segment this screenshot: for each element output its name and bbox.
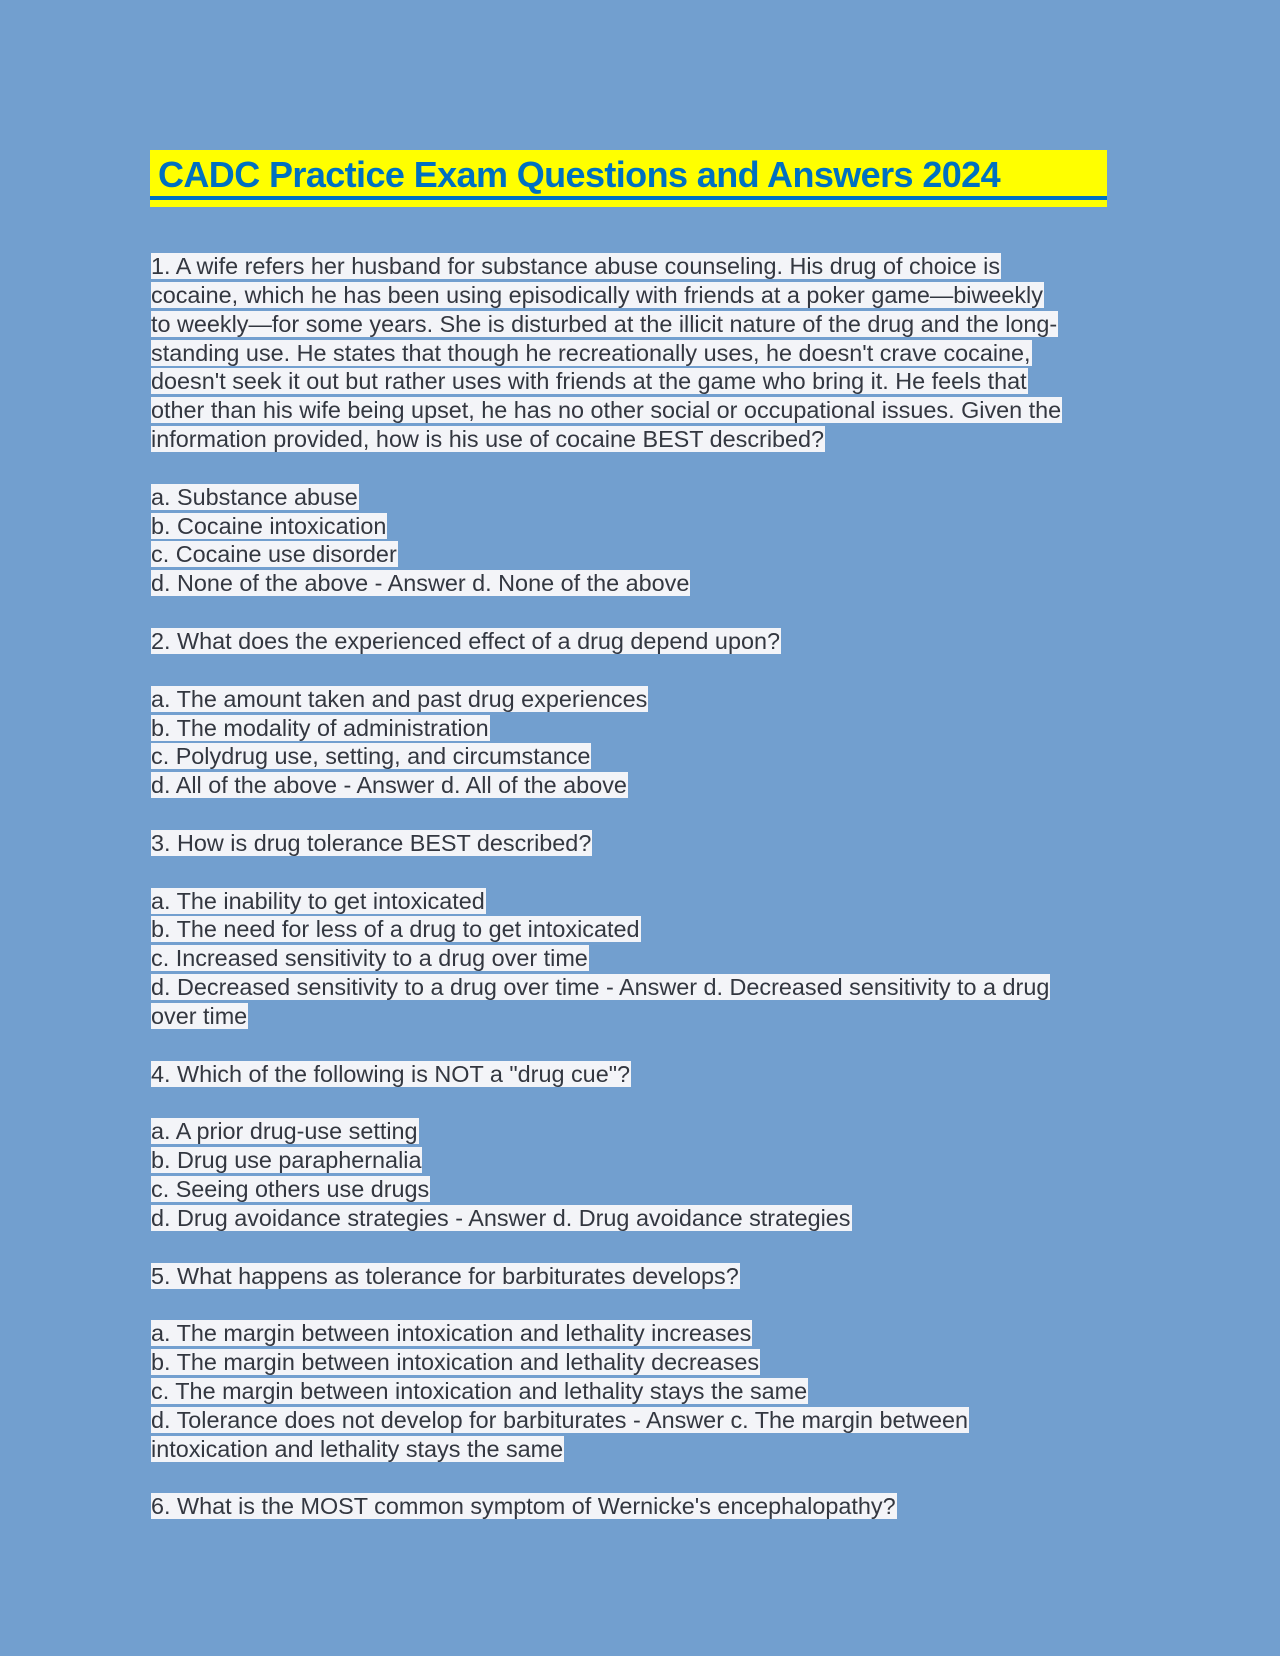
text-line <box>151 1492 1062 1521</box>
text-line-content: 3. How is drug tolerance BEST described? <box>151 829 592 856</box>
text-line <box>151 1060 1062 1089</box>
text-line-content: d. Tolerance does not develop for barbiturates - Answer c. The margin between <box>151 1406 968 1433</box>
text-line-content: 2. What does the experienced effect of a drug depend upon? <box>151 627 780 654</box>
text-line <box>151 714 1062 743</box>
text-line-content: to weekly—for some years. She is disturbed at the illicit nature of the drug and the long- <box>151 310 1058 337</box>
text-line-content: 1. A wife refers her husband for substance abuse counseling. His drug of choice is <box>151 253 1001 279</box>
text-line-content: b. The need for less of a drug to get intoxicated <box>151 916 640 943</box>
text-line <box>151 771 1062 800</box>
text-line <box>151 569 1062 598</box>
text-line-content: d. Decreased sensitivity to a drug over time - Answer d. Decreased sensitivity to a drug <box>151 974 1050 1001</box>
text-line <box>151 512 1062 541</box>
blank-line <box>151 1463 1062 1492</box>
text-line <box>151 1435 1062 1464</box>
text-line-content: c. Polydrug use, setting, and circumstance <box>151 743 591 770</box>
text-line <box>151 281 1062 310</box>
text-line <box>151 310 1062 339</box>
text-line <box>151 1117 1062 1146</box>
text-line <box>151 915 1062 944</box>
text-line <box>151 339 1062 368</box>
text-line <box>151 627 1062 656</box>
text-line-content: 6. What is the MOST common symptom of Wernicke's encephalopathy? <box>151 1493 896 1520</box>
text-line-content: d. None of the above - Answer d. None of the above <box>151 570 690 597</box>
text-line-content: b. The modality of administration <box>151 714 489 741</box>
blank-line <box>151 656 1062 685</box>
blank-line <box>151 1031 1062 1060</box>
text-line <box>151 1406 1062 1435</box>
text-line-content: c. The margin between intoxication and lethality stays the same <box>151 1377 808 1404</box>
text-line <box>151 1348 1062 1377</box>
text-line <box>151 396 1062 425</box>
text-line <box>151 944 1062 973</box>
text-line <box>151 1175 1062 1204</box>
text-line <box>151 1146 1062 1175</box>
text-line-content: information provided, how is his use of cocaine BEST described? <box>151 426 825 453</box>
text-line-content: d. Drug avoidance strategies - Answer d. Drug avoidance strategies <box>151 1204 851 1231</box>
text-line <box>151 1204 1062 1233</box>
blank-line <box>151 1290 1062 1319</box>
text-line <box>151 829 1062 858</box>
document-title: CADC Practice Exam Questions and Answers 2024 <box>158 154 1001 195</box>
text-line <box>151 742 1062 771</box>
text-line <box>151 1377 1062 1406</box>
text-line-content: intoxication and lethality stays the same <box>151 1435 564 1462</box>
text-line <box>151 887 1062 916</box>
blank-line <box>151 1088 1062 1117</box>
text-line-content: 4. Which of the following is NOT a "drug cue"? <box>151 1060 631 1087</box>
text-line-content: a. The margin between intoxication and lethality increases <box>151 1320 752 1347</box>
title-underline <box>150 196 1107 200</box>
text-line <box>151 483 1062 512</box>
document-body <box>151 252 1062 1521</box>
text-line-content: b. Drug use paraphernalia <box>151 1147 422 1174</box>
text-line <box>151 367 1062 396</box>
text-line-content: c. Cocaine use disorder <box>151 541 397 568</box>
blank-line <box>151 1233 1062 1262</box>
text-line-content: 5. What happens as tolerance for barbiturates develops? <box>151 1262 739 1289</box>
text-line-content: other than his wife being upset, he has no other social or occupational issues. Given the <box>151 397 1062 424</box>
text-line-content: cocaine, which he has been using episodically with friends at a poker game—biweekly <box>151 281 1043 308</box>
text-line-content: d. All of the above - Answer d. All of the above <box>151 772 627 799</box>
text-line <box>151 1262 1062 1291</box>
text-line <box>151 540 1062 569</box>
text-line <box>151 252 1062 281</box>
blank-line <box>151 800 1062 829</box>
text-line <box>151 973 1062 1002</box>
text-line-content: a. Substance abuse <box>151 483 358 510</box>
text-line-content: over time <box>151 1002 248 1029</box>
text-line-content: b. Cocaine intoxication <box>151 512 387 539</box>
text-line-content: a. A prior drug-use setting <box>151 1118 418 1145</box>
text-line-content: a. The inability to get intoxicated <box>151 887 485 914</box>
blank-line <box>151 858 1062 887</box>
text-line-content: doesn't seek it out but rather uses with friends at the game who bring it. He feels that <box>151 368 1027 395</box>
blank-line <box>151 454 1062 483</box>
text-line <box>151 1319 1062 1348</box>
text-line <box>151 685 1062 714</box>
text-line-content: c. Increased sensitivity to a drug over time <box>151 945 588 972</box>
blank-line <box>151 598 1062 627</box>
text-line-content: standing use. He states that though he recreationally uses, he doesn't crave cocaine, <box>151 339 1031 366</box>
text-line <box>151 1002 1062 1031</box>
text-line-content: b. The margin between intoxication and lethality decreases <box>151 1349 760 1376</box>
text-line-content: a. The amount taken and past drug experiences <box>151 685 648 712</box>
document-title-banner <box>150 150 1107 207</box>
text-line <box>151 425 1062 454</box>
text-line-content: c. Seeing others use drugs <box>151 1176 430 1202</box>
